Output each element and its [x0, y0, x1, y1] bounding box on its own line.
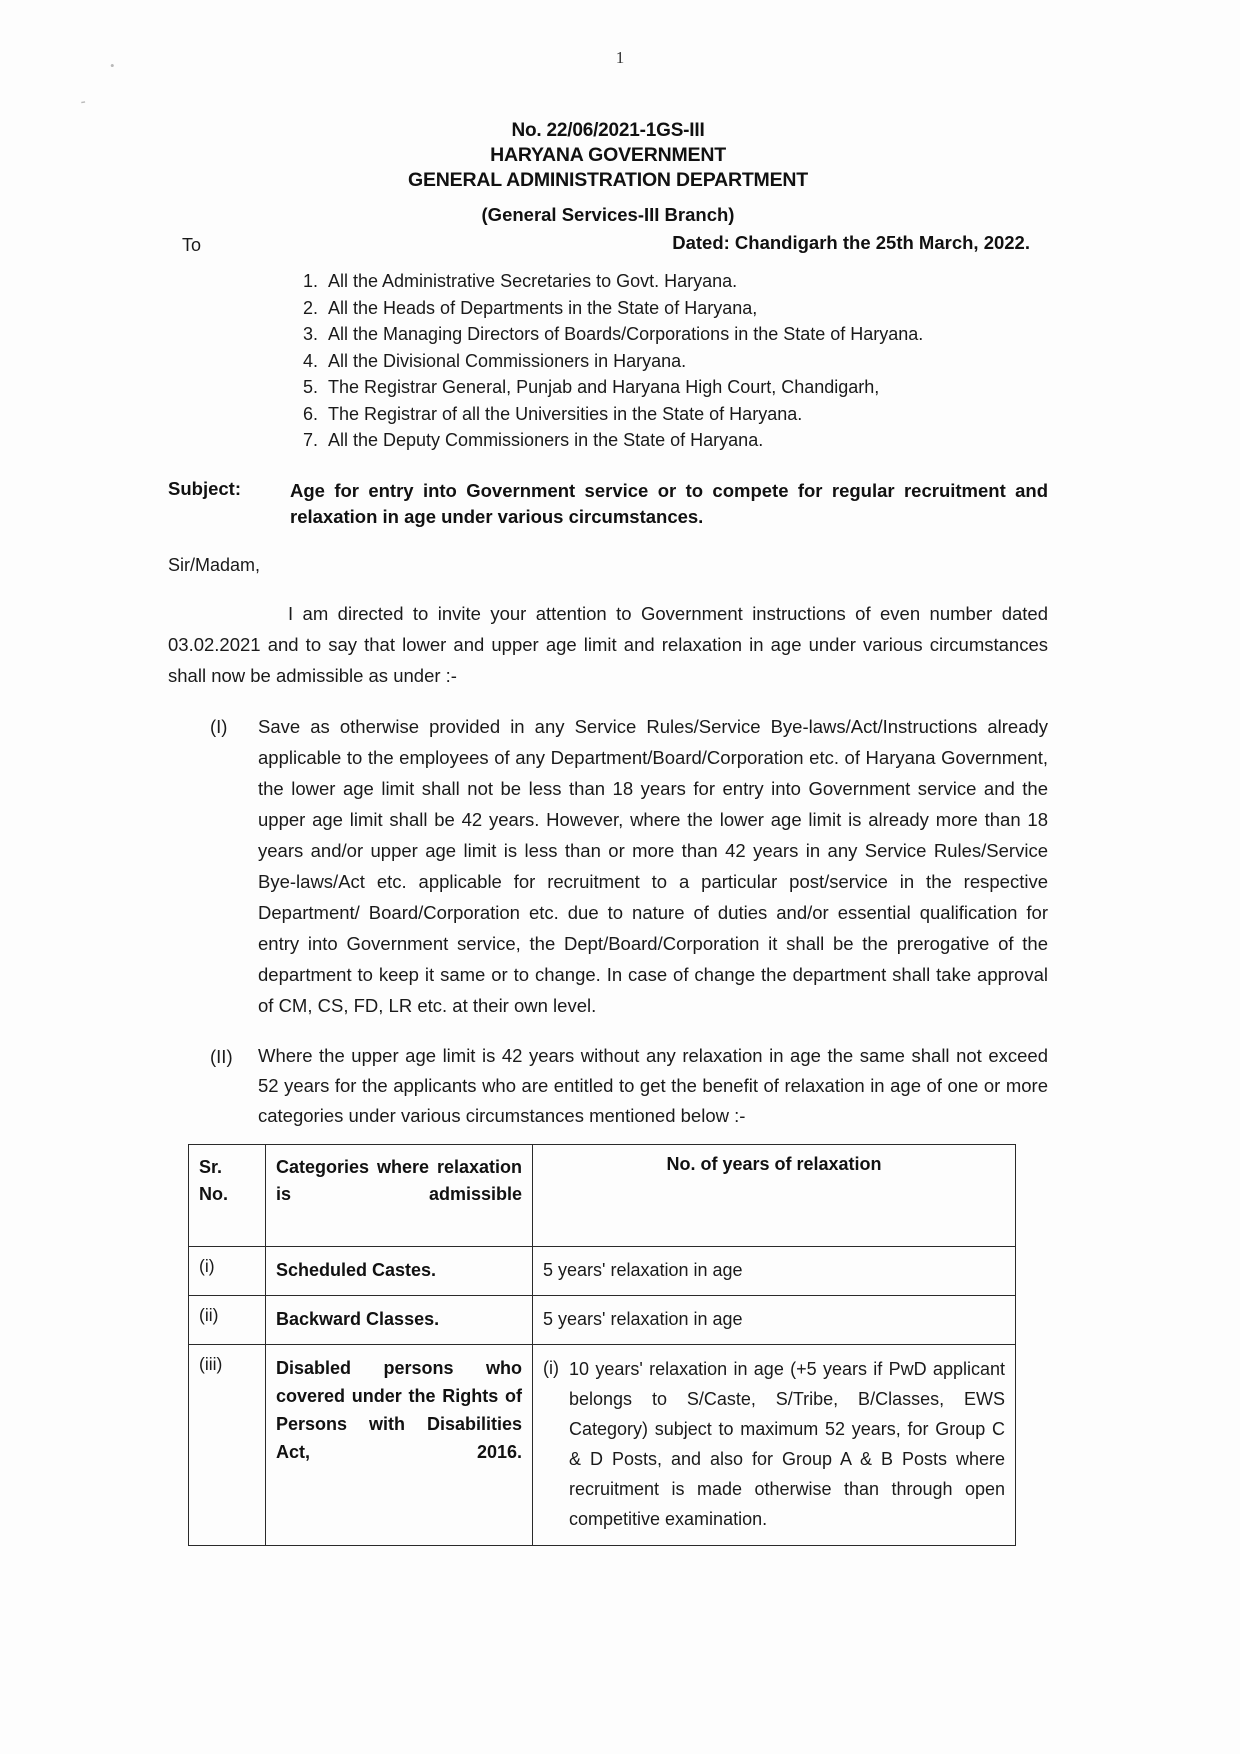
to-label: To	[182, 235, 202, 255]
cell-category	[266, 1344, 533, 1545]
column-header-categories	[266, 1144, 533, 1246]
scan-artifact-mark: •	[110, 58, 115, 73]
column-header-categories-label: Categories where relaxation is admissible	[276, 1156, 522, 1204]
cell-category: Backward Classes.	[266, 1295, 533, 1344]
column-header-sr-line1: Sr.	[199, 1156, 223, 1177]
list-item	[294, 268, 1048, 295]
clause-marker: (I)	[210, 715, 228, 737]
dateline: Dated: Chandigarh the 25th March, 2022.	[672, 232, 1030, 253]
cell-sr-no: (i)	[189, 1246, 266, 1295]
column-header-relaxation: No. of years of relaxation	[533, 1144, 1016, 1246]
cell-sr-no: (iii)	[189, 1344, 266, 1545]
recipient-list	[168, 268, 1048, 454]
list-item-label: All the Divisional Commissioners in Haryana.	[328, 350, 687, 371]
list-item	[294, 295, 1048, 322]
clause-one	[168, 711, 1048, 1021]
list-item	[294, 427, 1048, 454]
table-row	[189, 1295, 1016, 1344]
clause-marker: (II)	[210, 1045, 233, 1067]
list-item-number: 4.	[302, 350, 318, 371]
list-item-number: 2.	[302, 297, 318, 318]
cell-relaxation: 5 years' relaxation in age	[533, 1295, 1016, 1344]
list-item-number: 6.	[302, 403, 318, 424]
list-item-label: All the Deputy Commissioners in the State of Haryana.	[328, 430, 764, 450]
document-body	[168, 118, 1048, 1546]
column-header-sr-no	[189, 1144, 266, 1246]
intro-paragraph	[168, 598, 1048, 691]
table-header	[189, 1144, 1016, 1246]
list-item-number: 3.	[302, 324, 318, 344]
list-item-label: All the Administrative Secretaries to Govt. Haryana.	[328, 271, 738, 291]
cell-relaxation-text: 10 years' relaxation in age (+5 years if PwD applicant belongs to S/Caste, S/Tribe, B/Classes, EWS Category) subject to maximum 52 years, for Group C & D Posts, and also for Group A & B Posts where recruitment is made otherwise than through open competitive examination.	[569, 1358, 1005, 1529]
table-header-row	[189, 1144, 1016, 1246]
subject-label: Subject:	[168, 477, 241, 499]
cell-relaxation-row	[543, 1354, 1005, 1534]
cell-relaxation-marker: (i)	[543, 1357, 559, 1378]
list-item-label: All the Heads of Departments in the State of Haryana,	[328, 297, 758, 318]
page-number: 1	[615, 48, 625, 67]
list-item	[294, 401, 1048, 428]
branch-name: (General Services-III Branch)	[481, 204, 735, 225]
list-item-number: 1.	[302, 271, 318, 291]
cell-sr-no: (ii)	[189, 1295, 266, 1344]
subject-block	[168, 478, 1048, 530]
cell-relaxation: 5 years' relaxation in age	[533, 1246, 1016, 1295]
table-row	[189, 1344, 1016, 1545]
clause-text: Save as otherwise provided in any Service Rules/Service Bye-laws/Act/Instructions already applicable to the employees of any Department/Board/Corporation etc. of Haryana Government, the lower age limit shall not be less than 18 years for entry into Government service and the upper age limit shall be 42 years. However, where the lower age limit is already more than 18 years and/or upper age limit is less than or more than 42 years in any Service Rules/Service Bye-laws/Act etc. applicable for recruitment to a particular post/service in the respective Department/ Board/Corporation etc. due to nature of duties and/or essential qualification for entry into Government service, the Dept/Board/Corporation it shall be the prerogative of the department to keep it same or to change. In case of change the department shall take approval of CM, CS, FD, LR etc. at their own level.	[258, 715, 1048, 1016]
cell-category: Scheduled Castes.	[266, 1246, 533, 1295]
scan-artifact-mark: ⁃	[78, 94, 88, 111]
file-number: No. 22/06/2021-1GS-III	[511, 120, 705, 141]
list-item-number: 7.	[302, 430, 318, 450]
salutation: Sir/Madam,	[168, 554, 261, 575]
list-item-label: The Registrar General, Punjab and Haryana High Court, Chandigarh,	[328, 377, 880, 397]
clause-text: Where the upper age limit is 42 years without any relaxation in age the same shall not exceed 52 years for the applicants who are entitled to get the benefit of relaxation in age of one or more categories under various circumstances mentioned below :-	[258, 1044, 1048, 1126]
letterhead	[168, 118, 1048, 193]
list-item	[294, 374, 1048, 401]
table-body	[189, 1246, 1016, 1545]
column-header-sr-line2: No.	[199, 1183, 228, 1204]
department-name: GENERAL ADMINISTRATION DEPARTMENT	[407, 169, 808, 191]
cell-relaxation	[533, 1344, 1016, 1545]
relaxation-table	[188, 1144, 1016, 1546]
list-item	[294, 348, 1048, 375]
list-item	[294, 321, 1048, 348]
list-item-number: 5.	[302, 377, 318, 397]
subject-text: Age for entry into Government service or to compete for regular recruitment and relaxation in age under various circumstances.	[290, 479, 1048, 527]
clause-two	[168, 1041, 1048, 1131]
intro-paragraph-text: I am directed to invite your attention to Government instructions of even number dated 03.02.2021 and to say that lower and upper age limit and relaxation in age under various circumstances shall now be admissible as under :-	[168, 602, 1048, 686]
list-item-label: All the Managing Directors of Boards/Corporations in the State of Haryana.	[328, 324, 924, 344]
table-row	[189, 1246, 1016, 1295]
list-item-label: The Registrar of all the Universities in the State of Haryana.	[328, 403, 803, 424]
government-name: HARYANA GOVERNMENT	[490, 144, 726, 166]
cell-category-text: Disabled persons who covered under the Rights of Persons with Disabilities Act, 2016.	[276, 1357, 522, 1462]
